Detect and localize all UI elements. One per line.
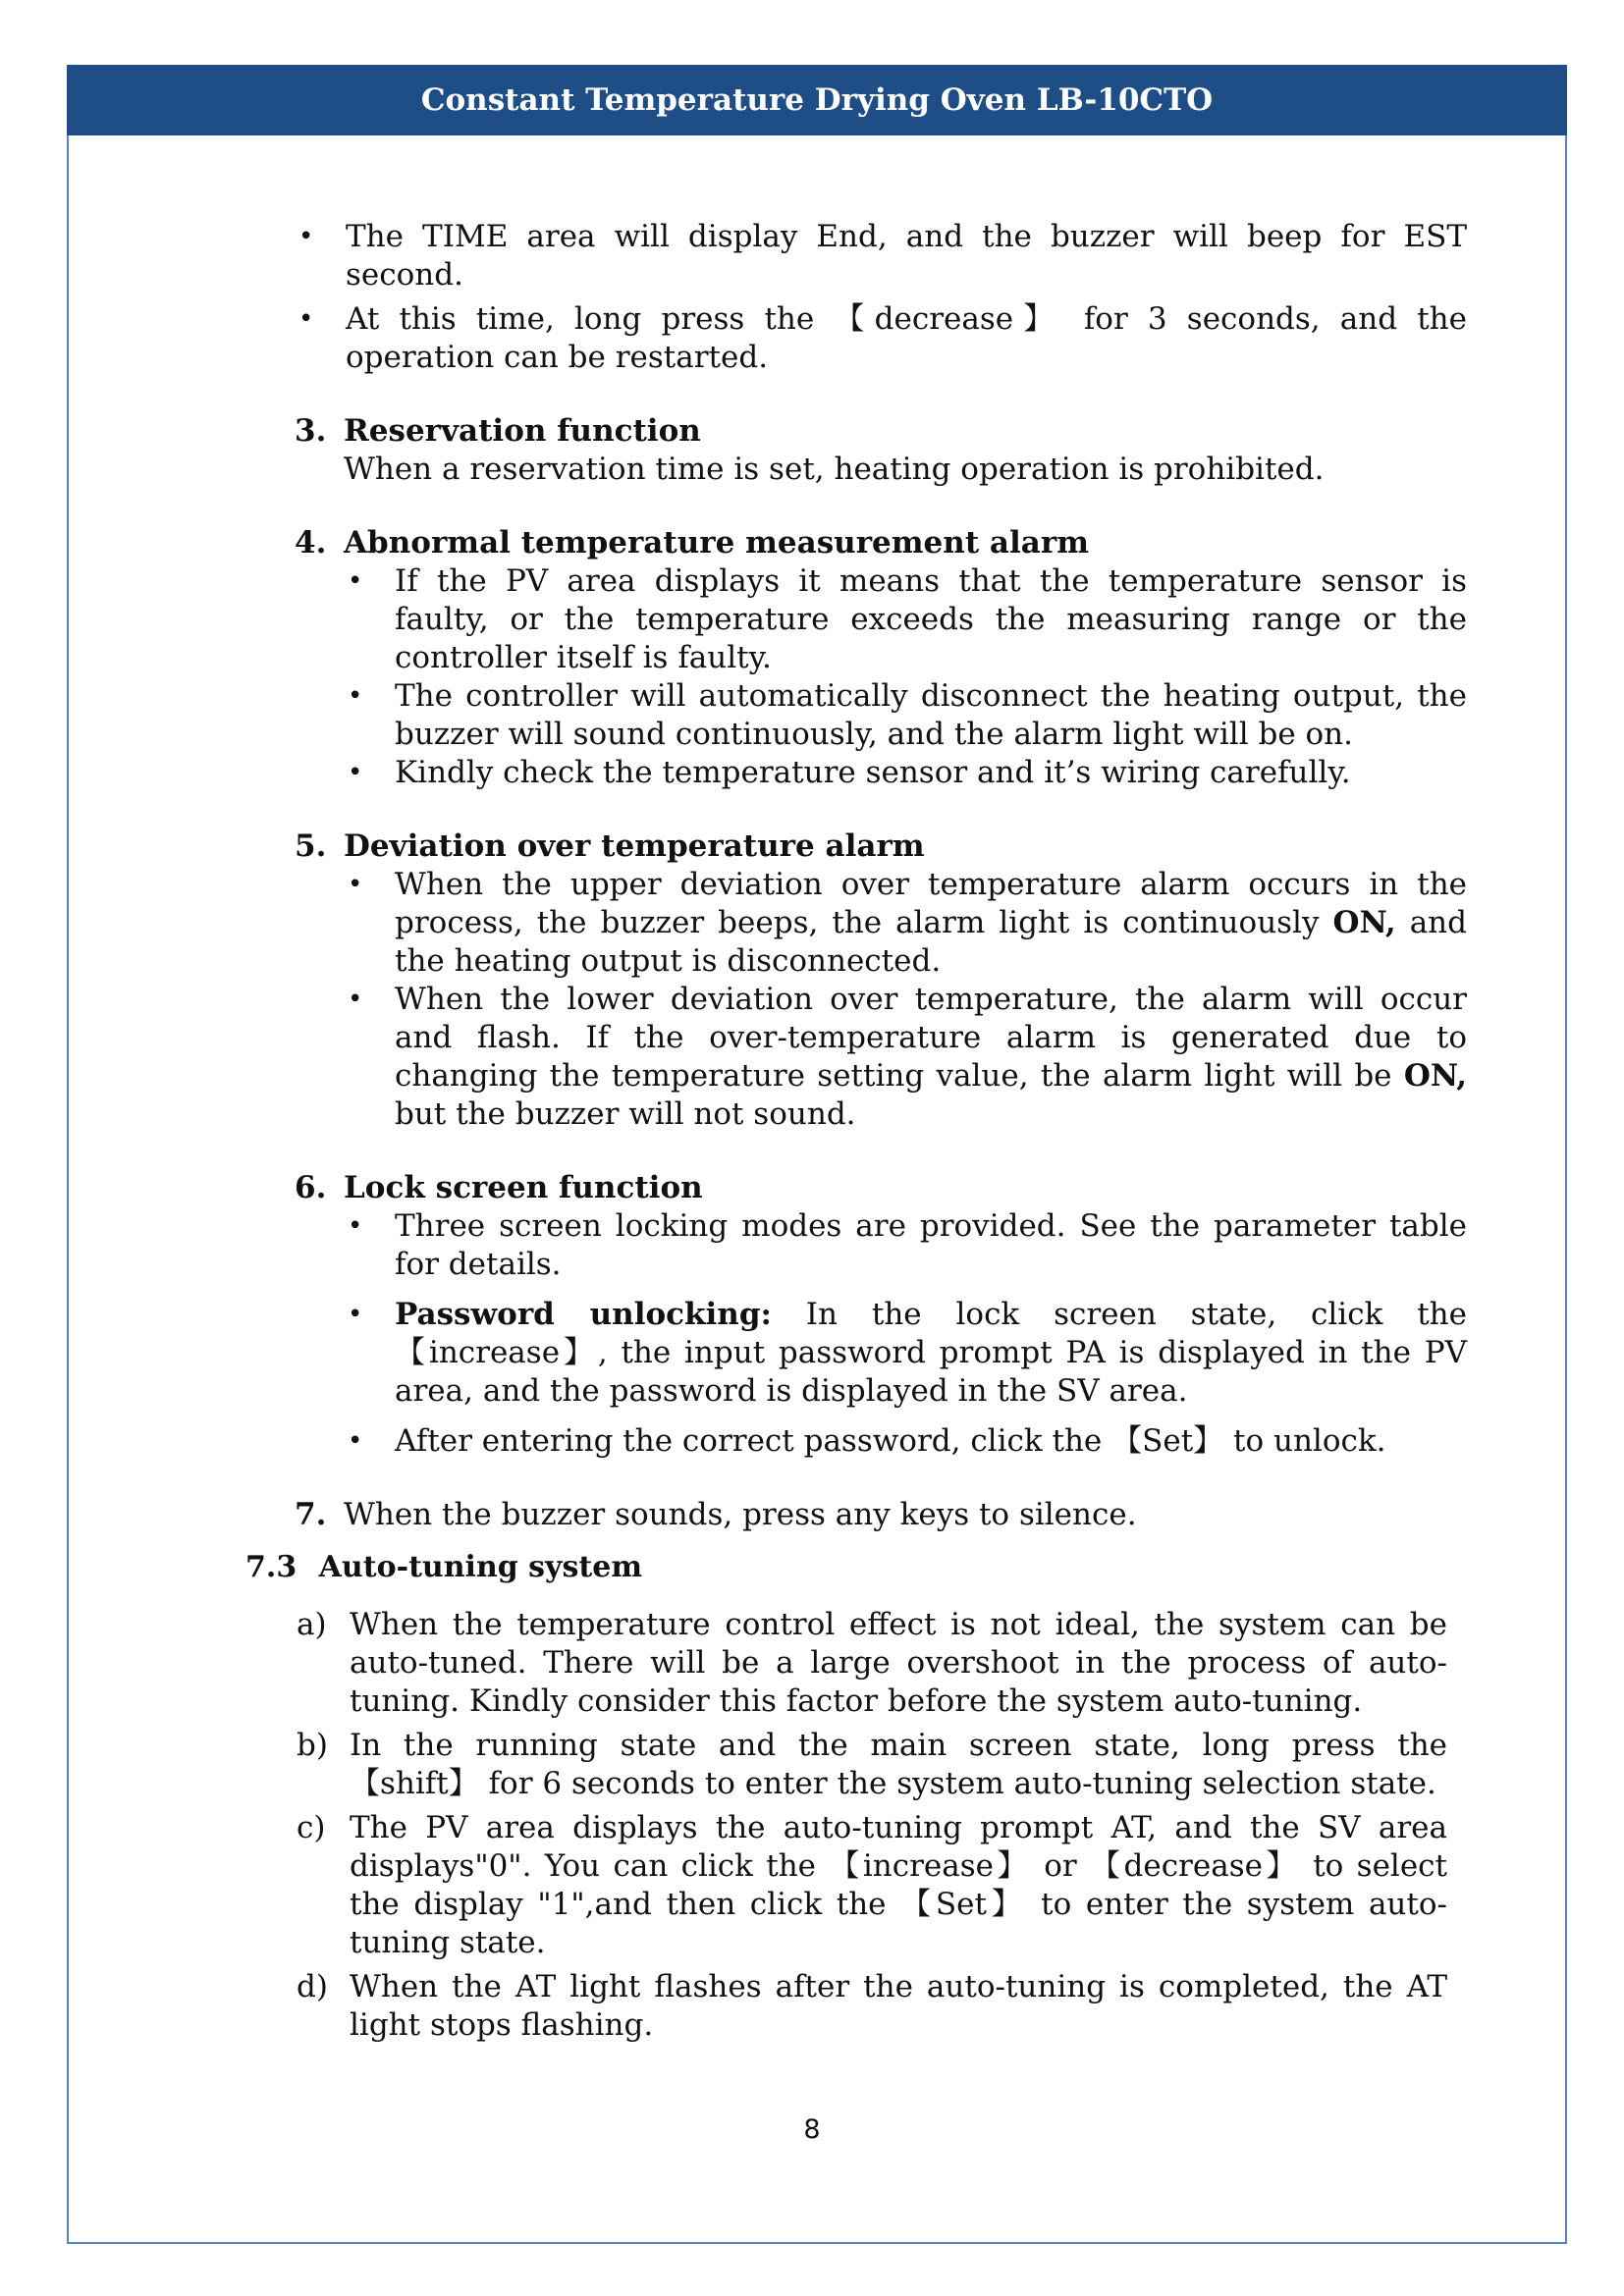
section-title: Abnormal temperature measurement alarm bbox=[344, 525, 1090, 561]
section-text: When a reservation time is set, heating operation is prohibited. bbox=[344, 452, 1325, 487]
list-item bbox=[297, 1606, 1447, 1721]
section-number: 4. bbox=[295, 525, 327, 561]
main-content bbox=[295, 218, 1467, 1534]
section-bullet: • Kindly check the temperature sensor and it’s wiring carefully. bbox=[295, 754, 1467, 792]
section-bullet: • When the upper deviation over temperature alarm occurs in the process, the buzzer beeps, the alarm light is continuously ON, and the heating output is disconnected. bbox=[295, 866, 1467, 981]
section-title: Lock screen function bbox=[344, 1170, 703, 1205]
section-text: When the buzzer sounds, press any keys to silence. bbox=[344, 1497, 1137, 1532]
list-item-text: When the AT light flashes after the auto-tuning is completed, the AT light stops flashing. bbox=[350, 1969, 1447, 2043]
subsection-number: 7.3 bbox=[245, 1550, 298, 1584]
section-4 bbox=[295, 524, 1467, 792]
page-number: 8 bbox=[803, 2114, 821, 2145]
list-item-label: c) bbox=[297, 1810, 326, 1845]
list-item-label: d) bbox=[297, 1969, 328, 2004]
subsection-title: Auto-tuning system bbox=[318, 1550, 643, 1584]
section-5 bbox=[295, 828, 1467, 1134]
intro-bullet-2: • At this time, long press the 【decrease】 for 3 seconds, and the operation can be restarted. bbox=[245, 300, 1467, 377]
section-number: 5. bbox=[295, 828, 327, 864]
intro-bullet-1: • The TIME area will display End, and the buzzer will beep for EST second. bbox=[245, 218, 1467, 294]
list-item bbox=[297, 1809, 1447, 1962]
bold-on: ON, bbox=[1332, 905, 1396, 940]
auto-tuning-list bbox=[297, 1606, 1447, 2051]
section-bullet: • Password unlocking: In the lock screen state, click the 【increase】, the input password prompt PA is displayed in the PV area, and the password is displayed in the SV area. bbox=[295, 1296, 1467, 1411]
bold-on: ON, bbox=[1403, 1058, 1467, 1094]
document-title: Constant Temperature Drying Oven LB-10CTO bbox=[420, 82, 1214, 118]
list-item-text: The PV area displays the auto-tuning prompt AT, and the SV area displays"0". You can click the 【increase】 or 【decrease】 to select the display "1",and then click the 【Set】 to enter the system auto-tuning state. bbox=[350, 1810, 1447, 1960]
section-6 bbox=[295, 1169, 1467, 1461]
password-unlocking-label: Password unlocking: bbox=[395, 1297, 772, 1332]
subsection-heading bbox=[245, 1550, 642, 1584]
section-bullet: • Three screen locking modes are provided. See the parameter table for details. bbox=[295, 1207, 1467, 1284]
list-item bbox=[297, 1727, 1447, 1803]
list-item-text: In the running state and the main screen state, long press the 【shift】 for 6 seconds to enter the system auto-tuning selection state. bbox=[350, 1728, 1447, 1801]
list-item bbox=[297, 1968, 1447, 2045]
section-bullet: • When the lower deviation over temperature, the alarm will occur and flash. If the over-temperature alarm is generated due to changing the temperature setting value, the alarm light will be ON, but the buzzer will not sound. bbox=[295, 981, 1467, 1134]
section-7 bbox=[295, 1496, 1467, 1534]
section-title: Deviation over temperature alarm bbox=[344, 828, 925, 864]
list-item-label: a) bbox=[297, 1607, 327, 1642]
section-bullet: • If the PV area displays it means that the temperature sensor is faulty, or the temperature exceeds the measuring range or the controller itself is faulty. bbox=[295, 562, 1467, 677]
section-title: Reservation function bbox=[344, 413, 701, 449]
section-3 bbox=[295, 412, 1467, 489]
section-bullet: • After entering the correct password, click the 【Set】 to unlock. bbox=[295, 1422, 1467, 1461]
section-number: 3. bbox=[295, 413, 327, 449]
section-number: 6. bbox=[295, 1170, 327, 1205]
section-bullet: • The controller will automatically disconnect the heating output, the buzzer will sound continuously, and the alarm light will be on. bbox=[295, 677, 1467, 754]
list-item-text: When the temperature control effect is not ideal, the system can be auto-tuned. There will be a large overshoot in the process of auto-tuning. Kindly consider this factor before the system auto-tuning. bbox=[350, 1607, 1447, 1719]
section-number: 7. bbox=[295, 1497, 327, 1532]
document-header bbox=[67, 65, 1567, 135]
list-item-label: b) bbox=[297, 1728, 328, 1763]
